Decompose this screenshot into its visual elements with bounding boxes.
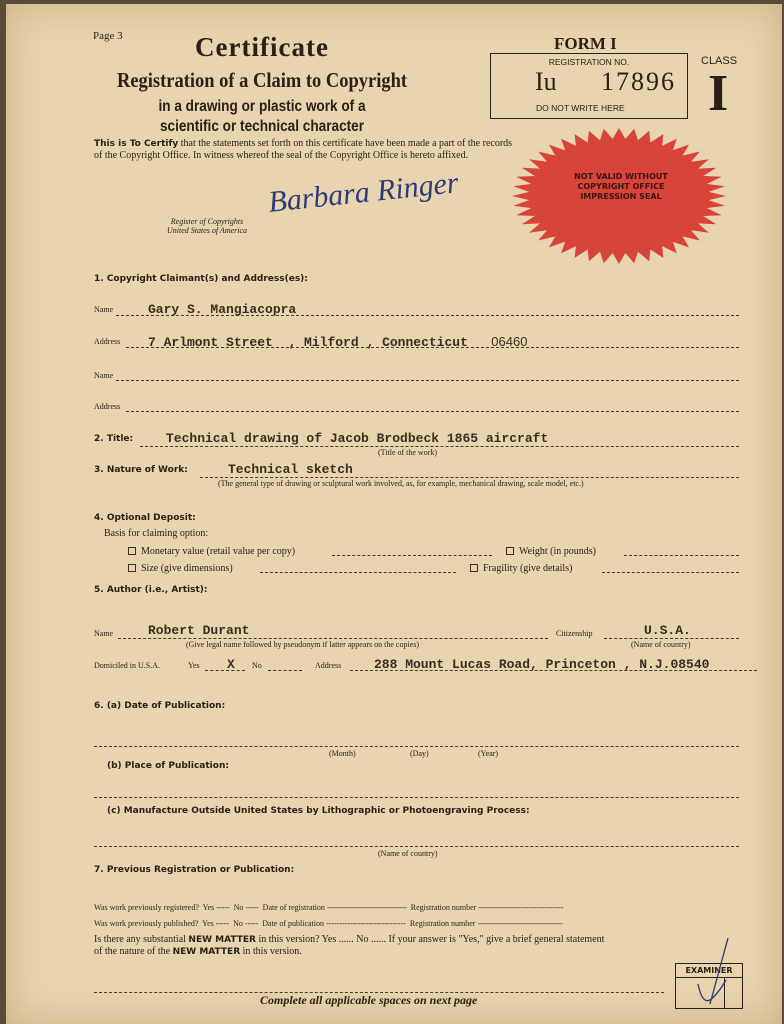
subtitle-line2: scientific or technical character bbox=[159, 118, 365, 135]
weight-line[interactable] bbox=[624, 555, 739, 556]
manufacture-country-line[interactable] bbox=[94, 846, 739, 847]
option-weight[interactable]: Weight (in pounds) bbox=[506, 546, 596, 557]
citizenship-line bbox=[604, 638, 739, 639]
section6c-heading: (c) Manufacture Outside United States by Lithographic or Photoengraving Process: bbox=[107, 806, 530, 816]
yes-line bbox=[205, 670, 245, 671]
registration-number: 17896 bbox=[601, 67, 676, 96]
register-line2: United States of America bbox=[166, 226, 248, 235]
option-size[interactable]: Size (give dimensions) bbox=[128, 563, 233, 574]
previously-registered-row: Was work previously registered? Yes ----- No ----- Date of registration ------------------------------ Registration number -------------------------------- bbox=[94, 903, 564, 912]
work-title[interactable]: Technical drawing of Jacob Brodbeck 1865 aircraft bbox=[166, 431, 549, 446]
certify-lead: This is To Certify bbox=[94, 139, 179, 149]
day-caption: (Day) bbox=[410, 749, 429, 758]
subtitle-line1: in a drawing or plastic work of a bbox=[158, 98, 366, 115]
section5-heading: 5. Author (i.e., Artist): bbox=[94, 585, 208, 595]
certificate-subtitle: Registration of a Claim to Copyright bbox=[116, 68, 408, 92]
address-label: Address bbox=[94, 337, 121, 346]
name2-label: Name bbox=[94, 371, 114, 380]
seal-line2: COPYRIGHT OFFICE bbox=[577, 182, 665, 191]
author-name-label: Name bbox=[94, 629, 114, 638]
seal-line1: NOT VALID WITHOUT bbox=[574, 172, 668, 181]
domiciled-yes-value[interactable]: X bbox=[227, 657, 235, 672]
size-line[interactable] bbox=[260, 572, 456, 573]
title-caption: (Title of the work) bbox=[378, 448, 438, 457]
class-label: CLASS bbox=[701, 55, 738, 67]
registration-prefix: Iu bbox=[535, 67, 557, 96]
nature-line bbox=[200, 477, 739, 478]
examiner-initials bbox=[688, 934, 738, 1010]
claimant-name[interactable]: Gary S. Mangiacopra bbox=[148, 302, 297, 317]
address2-line[interactable] bbox=[126, 411, 739, 412]
month-caption: (Month) bbox=[329, 749, 356, 758]
section6a-heading: 6. (a) Date of Publication: bbox=[94, 701, 226, 711]
page-number: Page 3 bbox=[93, 30, 123, 42]
certificate-page bbox=[6, 4, 782, 1024]
title-line bbox=[140, 446, 739, 447]
author-address-label: Address bbox=[315, 661, 342, 670]
option-monetary[interactable]: Monetary value (retail value per copy) bbox=[128, 546, 295, 557]
class-value: I bbox=[708, 65, 729, 122]
basis-label: Basis for claiming option: bbox=[104, 528, 209, 539]
checkbox[interactable] bbox=[128, 564, 136, 572]
year-caption: (Year) bbox=[478, 749, 499, 758]
register-caption bbox=[154, 217, 260, 235]
registration-box bbox=[490, 53, 688, 119]
fragility-line[interactable] bbox=[602, 572, 739, 573]
yes-label: Yes bbox=[188, 661, 200, 670]
checkbox[interactable] bbox=[506, 547, 514, 555]
author-name-caption: (Give legal name followed by pseudonym if latter appears on the copies) bbox=[186, 640, 420, 649]
examiner-label: EXAMINER bbox=[676, 966, 742, 978]
section2-heading: 2. Title: bbox=[94, 434, 134, 444]
address2-label: Address bbox=[94, 402, 121, 411]
checkbox[interactable] bbox=[128, 547, 136, 555]
monetary-line[interactable] bbox=[332, 555, 492, 556]
section4-heading: 4. Optional Deposit: bbox=[94, 513, 196, 523]
section1-heading: 1. Copyright Claimant(s) and Address(es): bbox=[94, 274, 308, 284]
citizenship-value[interactable]: U.S.A. bbox=[644, 623, 691, 638]
seal-line3: IMPRESSION SEAL bbox=[580, 192, 662, 201]
new-matter-question: Is there any substantial NEW MATTER in this version? Yes ...... No ...... If your answer is "Yes," give a brief general statement of the nature of the NEW MATTER in this version. bbox=[94, 934, 605, 957]
publication-date-line[interactable] bbox=[94, 746, 739, 747]
register-line1: Register of Copyrights bbox=[170, 217, 244, 226]
examiner-box bbox=[675, 963, 743, 1009]
no-label: No bbox=[252, 661, 262, 670]
publication-place-line[interactable] bbox=[94, 797, 739, 798]
registration-label: REGISTRATION NO. bbox=[548, 57, 630, 67]
name2-line[interactable] bbox=[116, 380, 739, 381]
certify-paragraph bbox=[94, 138, 519, 161]
no-line[interactable] bbox=[268, 670, 302, 671]
previously-published-row: Was work previously published? Yes ----- No ----- Date of publication ------------------------------ Registration number -------------------------------- bbox=[94, 919, 563, 928]
author-name-line bbox=[118, 638, 548, 639]
citizenship-label: Citizenship bbox=[556, 629, 593, 638]
certificate-title: Certificate bbox=[195, 32, 329, 62]
footer-note: Complete all applicable spaces on next page bbox=[260, 993, 478, 1007]
domiciled-label: Domiciled in U.S.A. bbox=[94, 661, 160, 670]
seal-text bbox=[546, 172, 696, 202]
option-fragility[interactable]: Fragility (give details) bbox=[470, 563, 572, 574]
section7-heading: 7. Previous Registration or Publication: bbox=[94, 865, 295, 875]
signature: Barbara Ringer bbox=[266, 166, 460, 219]
nature-value[interactable]: Technical sketch bbox=[228, 462, 353, 477]
claimant-address[interactable]: 7 Arlmont Street , Milford , Connecticut 06460 bbox=[148, 334, 528, 350]
citizenship-caption: (Name of country) bbox=[631, 640, 691, 649]
country-caption: (Name of country) bbox=[378, 849, 438, 858]
checkbox[interactable] bbox=[470, 564, 478, 572]
form-label: FORM I bbox=[554, 34, 617, 53]
nature-caption: (The general type of drawing or sculptural work involved, as, for example, mechanical drawing, scale model, etc.) bbox=[218, 479, 584, 488]
author-address[interactable]: 288 Mount Lucas Road, Princeton , N.J.08540 bbox=[374, 657, 710, 672]
certify-text: that the statements set forth on this certificate have been made a part of the records of the Copyright Office. In witness whereof the seal of the Copyright Office is hereto affixed. bbox=[94, 138, 513, 161]
section6b-heading: (b) Place of Publication: bbox=[107, 761, 229, 771]
name-label: Name bbox=[94, 305, 114, 314]
do-not-write-label: DO NOT WRITE HERE bbox=[536, 103, 625, 113]
section3-heading: 3. Nature of Work: bbox=[94, 465, 188, 475]
author-name[interactable]: Robert Durant bbox=[148, 623, 250, 638]
